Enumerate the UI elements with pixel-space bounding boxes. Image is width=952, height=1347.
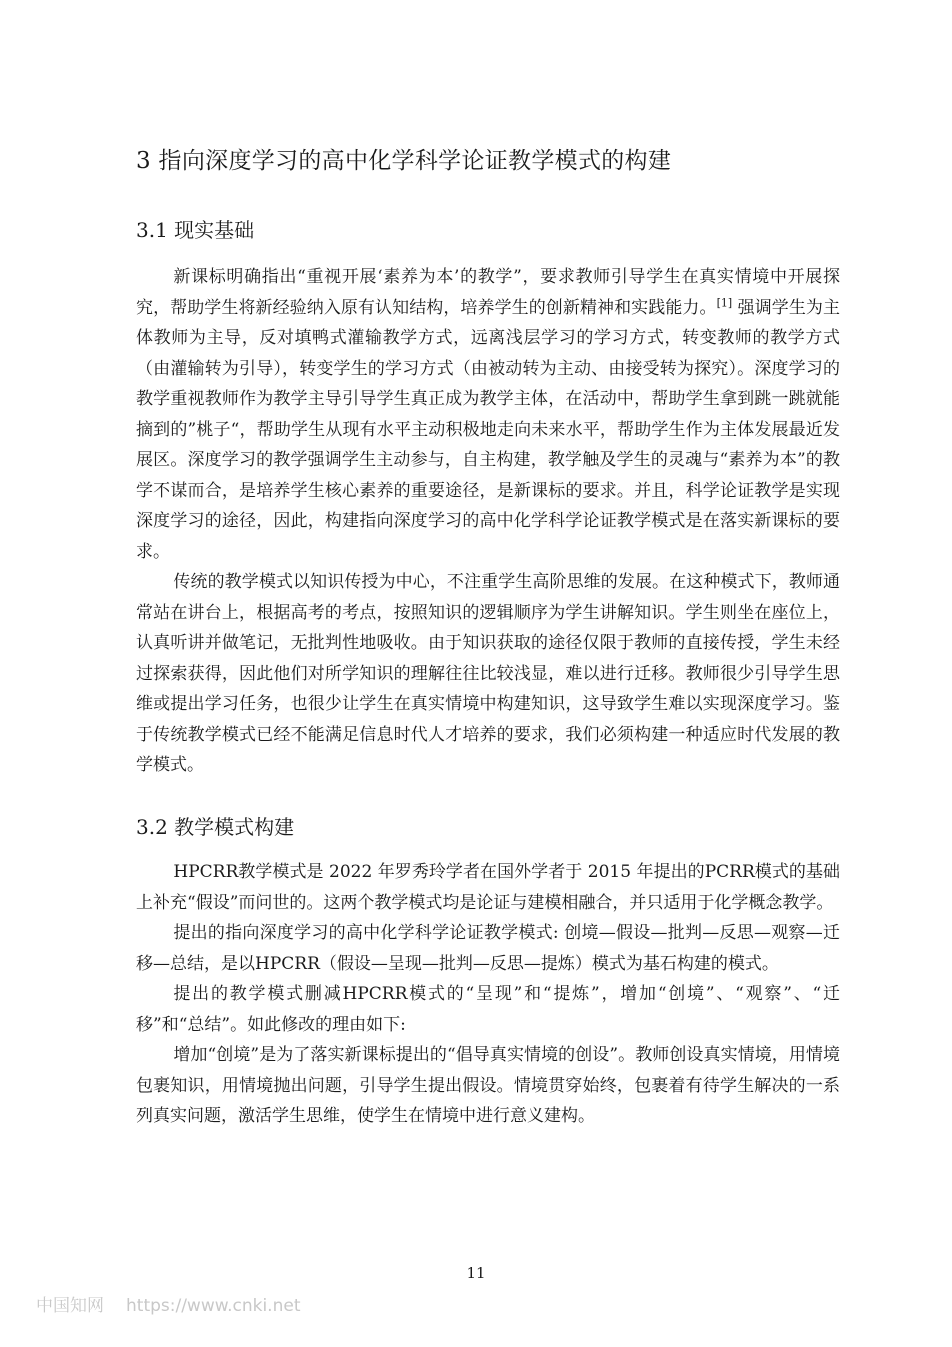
- section-3-1-paragraph-1: [136, 262, 840, 567]
- section-3-2-body: [136, 857, 840, 1132]
- citation-mark: [1]: [716, 295, 733, 309]
- watermark-name: 中国知网: [36, 1296, 104, 1316]
- section-3-1-paragraph-2: 传统的教学模式以知识传授为中心，不注重学生高阶思维的发展。在这种模式下，教师通常站在讲台上，根据高考的考点，按照知识的逻辑顺序为学生讲解知识。学生则坐在座位上，认真听讲并做笔记，无批判性地吸收。由于知识获取的途径仅限于教师的直接传授，学生未经过探索获得，因此他们对所学知识的理解往往比较浅显，难以进行迁移。教师很少引导学生思维或提出学习任务，也很少让学生在真实情境中构建知识，这导致学生难以实现深度学习。鉴于传统教学模式已经不能满足信息时代人才培养的要求，我们必须构建一种适应时代发展的教学模式。: [136, 572, 840, 775]
- section-3-2-title: 3.2 教学模式构建: [136, 815, 295, 839]
- section-3-2-paragraph-4: 增加“创境”是为了落实新课标提出的“倡导真实情境的创设”。教师创设真实情境，用情境包裹知识，用情境抛出问题，引导学生提出假设。情境贯穿始终，包裹着有待学生解决的一系列真实问题，激活学生思维，使学生在情境中进行意义建构。: [136, 1045, 840, 1126]
- section-3-2-paragraph-1: HPCRR教学模式是 2022 年罗秀玲学者在国外学者于 2015 年提出的PCRR模式的基础上补充“假设”而问世的。这两个教学模式均是论证与建模相融合，并只适用于化学概念教学。: [136, 862, 840, 913]
- paragraph-text: 新课标明确指出“重视开展‘素养为本’的教学”，要求教师引导学生在真实情境中开展探究，帮助学生将新经验纳入原有认知结构，培养学生的创新精神和实践能力。: [136, 267, 840, 318]
- section-3-1-title: 3.1 现实基础: [136, 218, 255, 242]
- section-3-1-body: [136, 262, 840, 781]
- watermark-url: https://www.cnki.net: [126, 1296, 301, 1316]
- paragraph-text: 强调学生为主体教师为主导，反对填鸭式灌输教学方式，远离浅层学习的学习方式，转变教师的教学方式（由灌输转为引导），转变学生的学习方式（由被动转为主动、由接受转为探究）。深度学习的教学重视教师作为教学主导引导学生真正成为教学主体，在活动中，帮助学生拿到跳一跳就能摘到的”桃子“，帮助学生从现有水平主动积极地走向未来水平，帮助学生作为主体发展最近发展区。深度学习的教学强调学生主动参与，自主构建，教学触及学生的灵魂与“素养为本”的教学不谋而合，是培养学生核心素养的重要途径，是新课标的要求。并且，科学论证教学是实现深度学习的途径，因此，构建指向深度学习的高中化学科学论证教学模式是在落实新课标的要求。: [136, 297, 841, 562]
- cnki-watermark: [36, 1294, 300, 1318]
- section-3-2-paragraph-2: 提出的指向深度学习的高中化学科学论证教学模式: 创境—假设—批判—反思—观察—迁移—总结，是以HPCRR（假设—呈现—批判—反思—提炼）模式为基石构建的模式。: [136, 923, 840, 974]
- page-number: 11: [466, 1264, 486, 1282]
- section-3-2-paragraph-3: 提出的教学模式删减HPCRR模式的“呈现”和“提炼”，增加“创境”、“观察”、“迁移”和“总结”。如此修改的理由如下:: [136, 984, 840, 1035]
- chapter-heading: 3 指向深度学习的高中化学科学论证教学模式的构建: [136, 148, 672, 174]
